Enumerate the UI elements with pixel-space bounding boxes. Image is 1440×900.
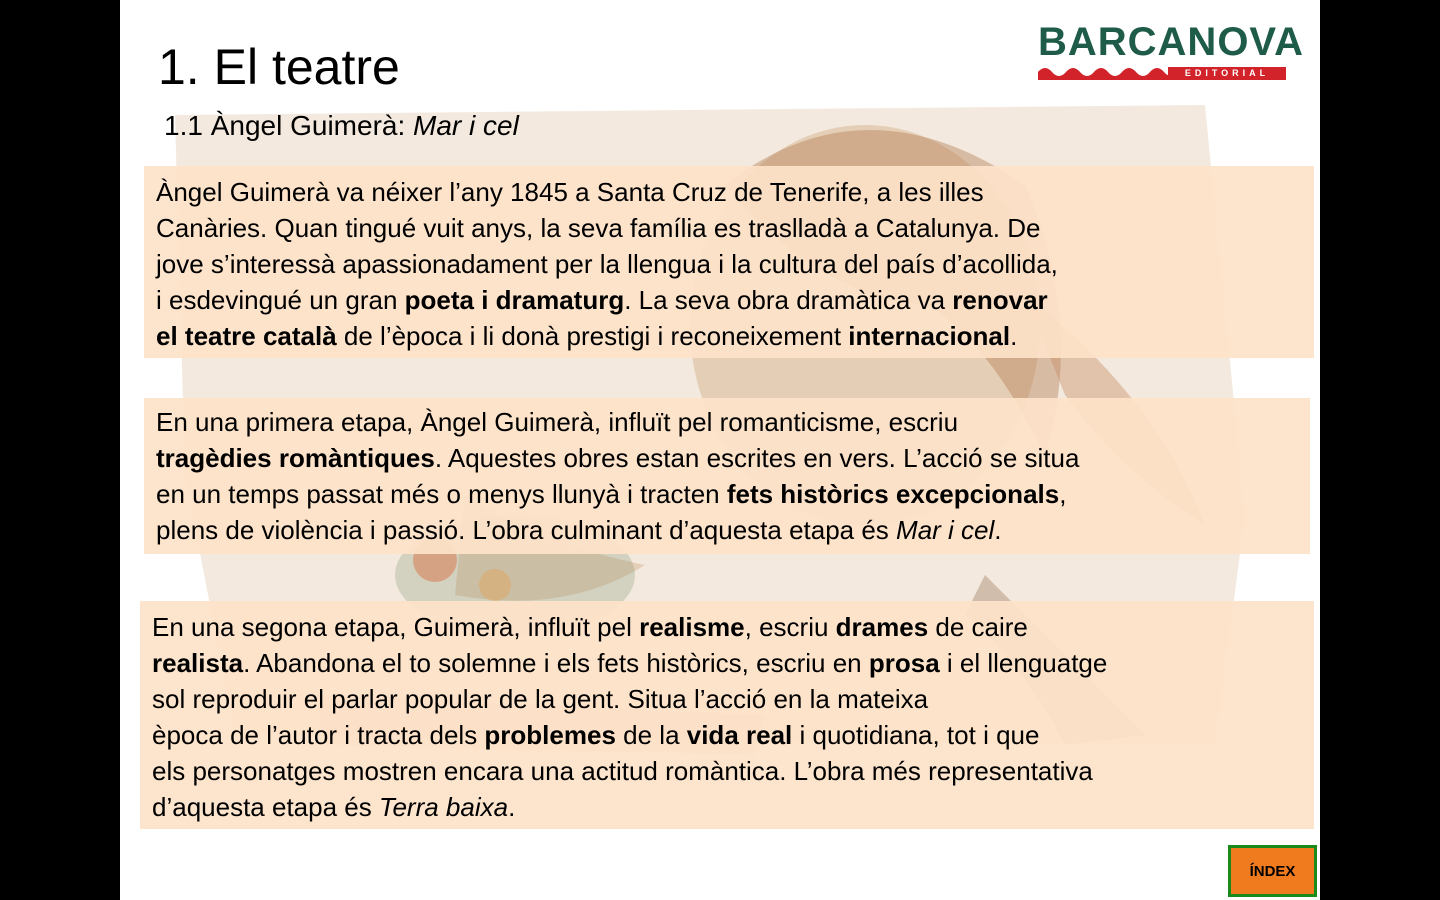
text-run: Àngel Guimerà va néixer l’any 1845 a Santa Cruz de Tenerife, a les illes Canàries. Quan tingué vuit anys, la seva família es traslladà a Catalunya. De jove s’interessà apassionadament per la llengua i la cultura del país d’acollida, i esdevingué un gran <box>156 177 1058 315</box>
text-run: . <box>508 792 516 822</box>
page-title: 1. El teatre <box>158 39 400 95</box>
italic-run: Mar i cel <box>896 515 995 545</box>
biography-box <box>144 166 1314 358</box>
text-run: , escriu <box>744 612 836 642</box>
bold-run: renovar el teatre català <box>156 285 1048 351</box>
first-stage-paragraph <box>156 404 1298 548</box>
subtitle-work-title: Mar i cel <box>413 110 519 141</box>
text-run: de caire <box>935 612 1028 642</box>
bold-run: vida real <box>686 720 793 750</box>
text-run: de l’època i li donà prestigi i reconeixement <box>336 321 849 351</box>
bold-run: prosa <box>868 648 940 678</box>
first-stage-box <box>144 398 1310 554</box>
logo-wave-icon <box>1038 62 1178 80</box>
barcanova-logo <box>1038 20 1305 84</box>
text-run: . <box>994 515 1002 545</box>
bold-run: tragèdies romàntiques <box>156 443 435 473</box>
biography-paragraph <box>156 174 1302 354</box>
text-run: i quotidiana, tot i que els personatges mostren encara una actitud romàntica. L’obra més representativa d’aquesta etapa és <box>152 720 1093 822</box>
second-stage-paragraph <box>152 609 1302 825</box>
index-button[interactable]: ÍNDEX <box>1228 845 1317 897</box>
text-run: En una primera etapa, Àngel Guimerà, influït pel romanticisme, escriu <box>156 407 959 437</box>
bold-run: drames <box>835 612 929 642</box>
text-run: i el llenguatge sol reproduir el parlar popular de la gent. Situa l’acció en la mateixa època de l’autor i tracta dels <box>152 648 1108 750</box>
bold-run: realista <box>152 648 244 678</box>
logo-name: BARCANOVA <box>1038 20 1305 64</box>
text-run: , plens de violència i passió. L’obra culminant d’aquesta etapa és <box>156 479 1067 545</box>
bold-run: realisme <box>639 612 745 642</box>
text-run: . La seva obra dramàtica va <box>624 285 953 315</box>
text-run: . Aquestes obres estan escrites en vers. L’acció se situa en un temps passat més o menys llunyà i tracten <box>156 443 1080 509</box>
bold-run: problemes <box>484 720 616 750</box>
text-run: . <box>1010 321 1018 351</box>
slide <box>120 0 1320 900</box>
logo-subtitle: EDITORIAL <box>1168 67 1286 80</box>
page-subtitle <box>164 110 519 142</box>
text-run: de la <box>615 720 687 750</box>
second-stage-box <box>140 601 1314 829</box>
bold-run: internacional <box>848 321 1011 351</box>
italic-run: Terra baixa <box>378 792 509 822</box>
text-run: En una segona etapa, Guimerà, influït pel <box>152 612 640 642</box>
bold-run: fets històrics excepcionals <box>726 479 1060 509</box>
bold-run: poeta i dramaturg <box>404 285 625 315</box>
subtitle-prefix: 1.1 Àngel Guimerà: <box>164 110 414 141</box>
text-run: . Abandona el to solemne i els fets històrics, escriu en <box>243 648 869 678</box>
